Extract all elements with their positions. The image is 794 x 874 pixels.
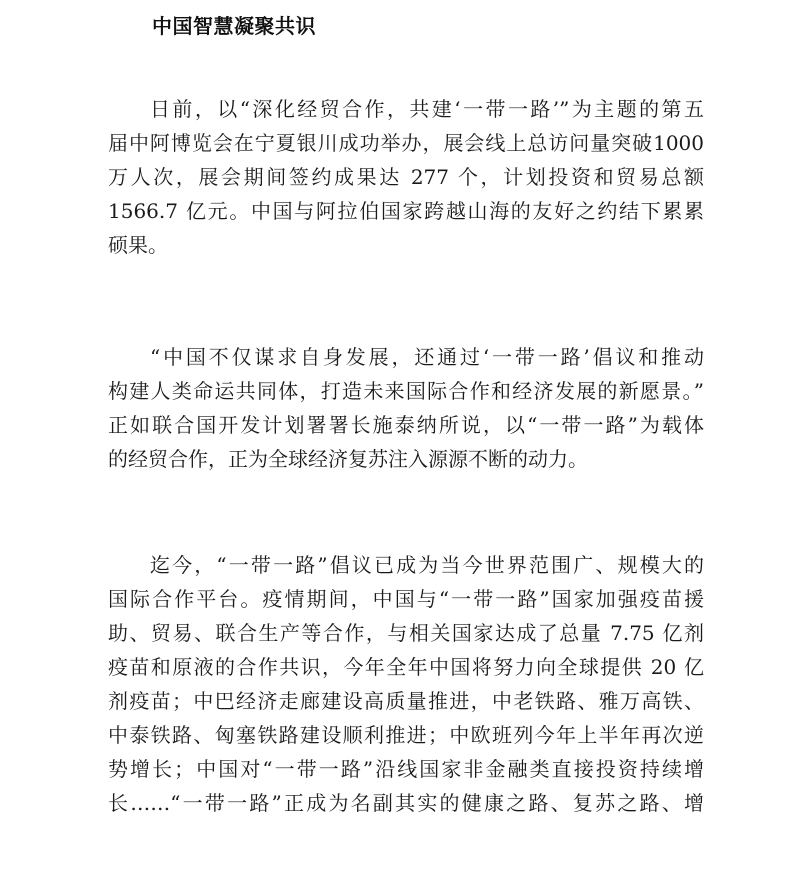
document-title: 中国智慧凝聚共识 [152, 14, 316, 38]
paragraph-line: 日前，以“深化经贸合作，共建‘一带一路’”为主题的第五 [150, 97, 704, 121]
paragraph-line: 构建人类命运共同体，打造未来国际合作和经济发展的新愿景。” [108, 379, 704, 403]
paragraph-1 [108, 92, 704, 262]
paragraph-line: 的经贸合作，正为全球经济复苏注入源源不断的动力。 [108, 447, 588, 471]
paragraph-2 [108, 340, 704, 476]
paragraph-line: 剂疫苗；中巴经济走廊建设高质量推进，中老铁路、雅万高铁、 [108, 689, 704, 713]
paragraph-line: 硕果。 [108, 233, 168, 257]
paragraph-line: 国际合作平台。疫情期间，中国与“一带一路”国家加强疫苗援 [108, 587, 704, 611]
paragraph-line: 疫苗和原液的合作共识，今年全年中国将努力向全球提供 20 亿 [108, 655, 704, 679]
paragraph-line: “中国不仅谋求自身发展，还通过‘一带一路’倡议和推动 [150, 345, 704, 369]
paragraph-line: 1566.7 亿元。中国与阿拉伯国家跨越山海的友好之约结下累累 [108, 199, 704, 223]
paragraph-line: 助、贸易、联合生产等合作，与相关国家达成了总量 7.75 亿剂 [108, 621, 704, 645]
paragraph-line: 长……“一带一路”正成为名副其实的健康之路、复苏之路、增 [108, 791, 704, 815]
paragraph-line: 正如联合国开发计划署署长施泰纳所说，以“一带一路”为载体 [108, 413, 704, 437]
paragraph-line: 迄今，“一带一路”倡议已成为当今世界范围广、规模大的 [150, 553, 704, 577]
paragraph-line: 届中阿博览会在宁夏银川成功举办，展会线上总访问量突破1000 [108, 131, 704, 155]
paragraph-line: 势增长；中国对“一带一路”沿线国家非金融类直接投资持续增 [108, 757, 704, 781]
paragraph-line: 中泰铁路、匈塞铁路建设顺利推进；中欧班列今年上半年再次逆 [108, 723, 704, 747]
paragraph-3 [108, 548, 704, 820]
paragraph-line: 万人次，展会期间签约成果达 277 个，计划投资和贸易总额 [108, 165, 704, 189]
